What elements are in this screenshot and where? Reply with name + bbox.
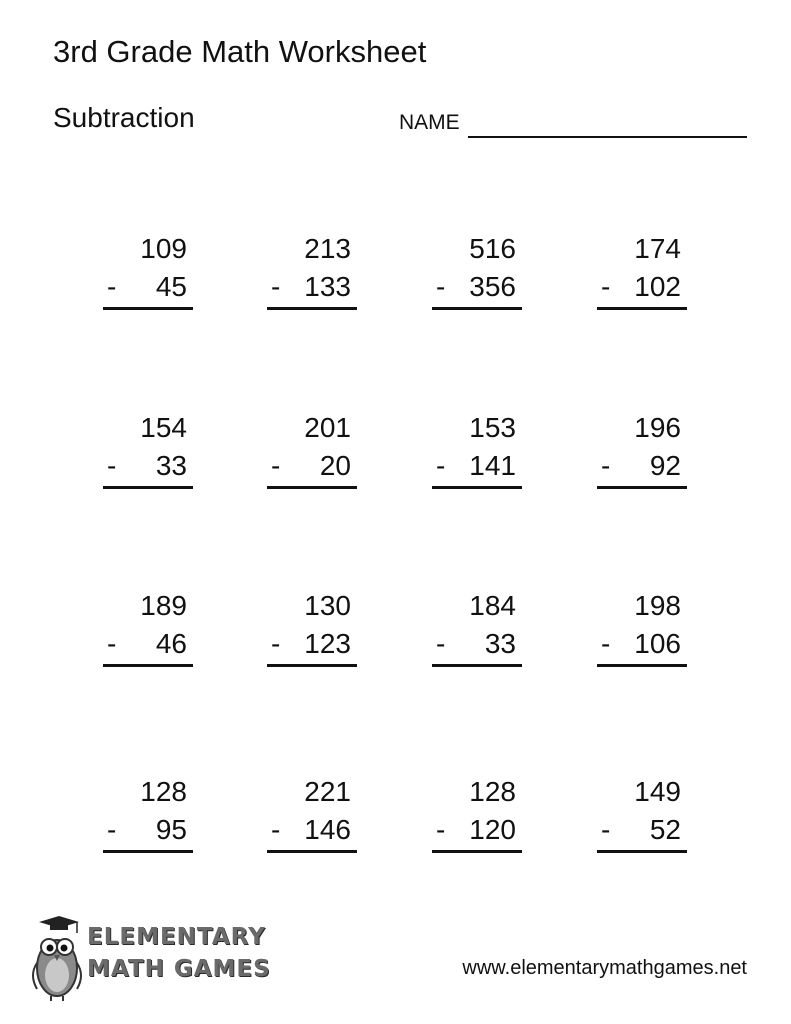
subtraction-problem xyxy=(103,589,193,673)
subtrahend: 123 xyxy=(304,628,351,659)
website-url: www.elementarymathgames.net xyxy=(462,957,747,979)
subtraction-problem xyxy=(597,232,687,316)
minuend: 154 xyxy=(140,412,187,443)
subtrahend: 120 xyxy=(469,814,516,845)
minuend: 128 xyxy=(140,776,187,807)
minuend: 153 xyxy=(469,412,516,443)
minuend: 109 xyxy=(140,233,187,264)
subtraction-problem xyxy=(103,411,193,495)
minus-sign: - xyxy=(271,628,281,659)
answer-line[interactable] xyxy=(432,486,522,489)
minus-sign: - xyxy=(601,628,611,659)
subtraction-problem xyxy=(432,232,522,316)
subtrahend: 92 xyxy=(649,450,681,481)
minus-sign: - xyxy=(271,814,281,845)
subtraction-problem xyxy=(267,411,357,495)
minuend: 198 xyxy=(634,590,681,621)
minus-sign: - xyxy=(601,450,611,481)
subtrahend: 141 xyxy=(469,450,516,481)
subtrahend: 45 xyxy=(155,271,187,302)
subtrahend: 102 xyxy=(634,271,681,302)
subtrahend: 33 xyxy=(484,628,516,659)
subtraction-problem xyxy=(267,589,357,673)
brand-name-line2: MATH GAMES xyxy=(87,956,271,982)
minus-sign: - xyxy=(436,814,446,845)
answer-line[interactable] xyxy=(432,850,522,853)
subtrahend: 95 xyxy=(155,814,187,845)
subtrahend: 133 xyxy=(304,271,351,302)
subtraction-problem xyxy=(597,775,687,859)
brand-name-line1: ELEMENTARY xyxy=(87,924,266,950)
subtrahend: 146 xyxy=(304,814,351,845)
minuend: 128 xyxy=(469,776,516,807)
answer-line[interactable] xyxy=(103,664,193,667)
answer-line[interactable] xyxy=(267,307,357,310)
minus-sign: - xyxy=(436,271,446,302)
subtraction-problem xyxy=(103,775,193,859)
minuend: 516 xyxy=(469,233,516,264)
answer-line[interactable] xyxy=(597,486,687,489)
minuend: 196 xyxy=(634,412,681,443)
minuend: 213 xyxy=(304,233,351,264)
subtraction-problem xyxy=(267,775,357,859)
owl-graduate-icon xyxy=(25,913,85,1003)
logo xyxy=(25,913,271,1003)
minus-sign: - xyxy=(107,628,117,659)
minuend: 201 xyxy=(304,412,351,443)
minuend: 174 xyxy=(634,233,681,264)
subtraction-problem xyxy=(597,411,687,495)
answer-line[interactable] xyxy=(103,486,193,489)
minus-sign: - xyxy=(271,450,281,481)
worksheet-subtitle: Subtraction xyxy=(53,102,195,133)
subtrahend: 106 xyxy=(634,628,681,659)
minuend: 184 xyxy=(469,590,516,621)
minus-sign: - xyxy=(601,814,611,845)
minuend: 149 xyxy=(634,776,681,807)
minus-sign: - xyxy=(436,450,446,481)
answer-line[interactable] xyxy=(267,850,357,853)
subtraction-problem xyxy=(432,411,522,495)
answer-line[interactable] xyxy=(103,850,193,853)
subtraction-problem xyxy=(432,775,522,859)
answer-line[interactable] xyxy=(103,307,193,310)
name-label: NAME xyxy=(399,111,460,134)
minus-sign: - xyxy=(107,814,117,845)
answer-line[interactable] xyxy=(432,307,522,310)
answer-line[interactable] xyxy=(267,486,357,489)
answer-line[interactable] xyxy=(597,850,687,853)
subtraction-problem xyxy=(103,232,193,316)
answer-line[interactable] xyxy=(597,307,687,310)
page-title: 3rd Grade Math Worksheet xyxy=(53,34,427,69)
minus-sign: - xyxy=(436,628,446,659)
minus-sign: - xyxy=(107,450,117,481)
answer-line[interactable] xyxy=(597,664,687,667)
minuend: 130 xyxy=(304,590,351,621)
subtrahend: 33 xyxy=(155,450,187,481)
minuend: 189 xyxy=(140,590,187,621)
subtraction-problem xyxy=(267,232,357,316)
subtrahend: 52 xyxy=(649,814,681,845)
subtrahend: 356 xyxy=(469,271,516,302)
answer-line[interactable] xyxy=(432,664,522,667)
subtrahend: 20 xyxy=(319,450,351,481)
subtrahend: 46 xyxy=(155,628,187,659)
subtraction-problem xyxy=(597,589,687,673)
minus-sign: - xyxy=(271,271,281,302)
subtraction-problem xyxy=(432,589,522,673)
minuend: 221 xyxy=(304,776,351,807)
minus-sign: - xyxy=(107,271,117,302)
answer-line[interactable] xyxy=(267,664,357,667)
minus-sign: - xyxy=(601,271,611,302)
